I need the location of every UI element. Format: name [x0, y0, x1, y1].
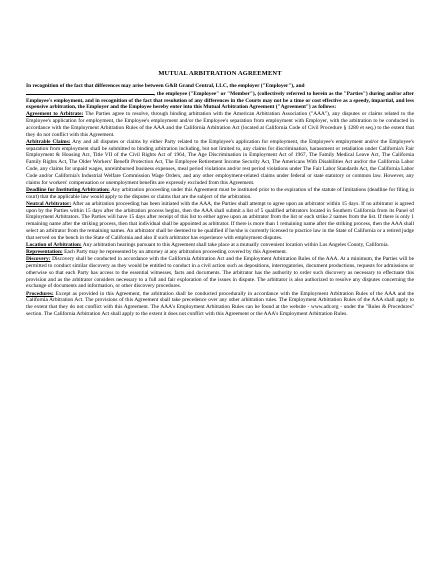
- section-heading: Procedures:: [26, 290, 54, 297]
- section-body: Any arbitration hearings pursuant to this Agreement shall take place at a mutually convenient location within Los Angeles County, California.: [81, 241, 389, 248]
- section-heading: Deadline for Instituting Arbitration:: [26, 186, 110, 193]
- section-body: Any and all disputes or claims by either Party related to the Employee's application for employment, the Employee's employment and/or the Employee's separation from employment shall be submitted to binding arbitration including, but not limited to, any claims for discrimination, harassment or retaliation under California's Fair Employment & Housing Act, Title VII of the Civil Rights Act of 1964, The Age Discrimination in Employment Act of 1967, The Family Medical Leave Act, The California Family Rights Act, The Older Workers' Benefit Protection Act, The Employee Retirement Income Security Act, The Americans With Disabilities Act and/or the California Labor Code, any claims for unpaid wages, unreimbursed business expenses, meal period violations and/or rest period violations under The Fair Labor Standards Act, the California Labor Code and/or California's Industrial Welfare Commission Wage Orders, and any other employment-related claims under federal or state statutory or common law. However, any claims for workers' compensation or unemployment benefits are expressly excluded from this Agreement.: [26, 138, 414, 186]
- section-heading: Neutral Arbitrator:: [26, 200, 72, 207]
- agreement-page: [26, 70, 414, 318]
- section-heading: Location of Arbitration:: [26, 241, 82, 248]
- employee-name-blank: [26, 90, 154, 95]
- section-deadline: [26, 187, 414, 201]
- section-body: Except as provided in this Agreement, the arbitration shall be conducted procedurally in accordance with the Employment Arbitration Rules of the AAA and the California Arbitration Act. The provisions of this Agreement shall take precedence over any other arbitration rules. The Employment Arbitration Rules of the AAA shall apply to the extent that they do not conflict with this Agreement. The AAA's Employment Arbitration Rules can be found at the website - www.adr.org - under the "Rules & Procedures" section. The California Arbitration Act shall apply to the extent it does not conflict with this Agreement or the AAA's Employment Arbitration Rules.: [26, 290, 414, 318]
- section-agreement-to-arbitrate: [26, 111, 414, 138]
- section-heading: Agreement to Arbitrate:: [26, 111, 84, 118]
- section-body: After an arbitration proceeding has been initiated with the AAA, the Parties shall attempt to agree upon an arbitrator within 15 days. If no arbitrator is agreed upon by the Parties within 15 days after the arbitration process begins, then the AAA shall submit a list of 5 qualified arbitrators located in Southern California from its Panel of Employment Arbitrators. The Parties will have 15 days after receipt of this list to either agree upon an arbitrator from the list or each strike 2 names from the list. If there is only 1 remaining name after the striking process, then that individual shall be appointed as arbitrator. If there is more than 1 remaining name after the striking process, then the AAA shall select an arbitrator from the remaining names. An arbitrator shall be deemed to be qualified if he/she is currently licensed to practice law in the State of California or a retired judge that served on the bench in the State of California and also if such arbitrator has experience with employment disputes.: [26, 200, 415, 241]
- section-heading: Discovery:: [26, 256, 51, 263]
- document-title: MUTUAL ARBITRATION AGREEMENT: [158, 70, 282, 77]
- section-body: The Parties agree to resolve, through binding arbitration with the American Arbitration Association ("AAA"), any disputes or claims related to the Employee's application for employment, the Employee's employment and/or the Employee's separation from employment with Employer, with the arbitration to be conducted in accordance with the Employment Arbitration Rules of the AAA and the California Arbitration Act (located at California Code of Civil Procedure § 1280 et seq.) to the extent that they do not conflict with this Agreement.: [26, 111, 414, 138]
- section-procedures: [26, 291, 414, 318]
- intro-text-b: , the employee ("Employee" or "Member"), (collectively referred to herein as the "Parties") during and/or after Employee's employment, and in recognition of the fact that resolution of any differences in the Courts may not be a time or cost effective as a speedy, impartial, and less expensive arbitration, the Employer and the Employee hereby enter into this Mutual Arbitration Agreement ("Agreement") as follows:: [26, 90, 414, 111]
- section-location: [26, 242, 414, 249]
- section-discovery: [26, 256, 414, 290]
- section-heading: Arbitrable Claims:: [26, 138, 71, 145]
- section-representation: [26, 249, 414, 256]
- section-body: Discovery shall be conducted in accordance with the California Arbitration Act and the Employment Arbitration Rules of the AAA. At a minimum, the Parties will be permitted to conduct similar discovery as they would be entitled to conduct in a civil action such as depositions, interrogatories, document productions, requests for admissions or otherwise so that each Party has access to the essential witnesses, facts and documents. The arbitrator has the authority to order such discovery as necessary to effectuate this provision and as the arbitrator considers necessary to a full and fair exploration of the issues in dispute. The arbitrator is also authorized to resolve any disputes concerning the exchange of documents and information, or other discovery procedures.: [26, 256, 414, 290]
- section-arbitrable-claims: [26, 139, 414, 187]
- section-heading: Representation:: [26, 249, 63, 256]
- section-body: Any arbitration proceeding under this Agreement must be instituted prior to the expiration of the statute of limitations (deadline for filing in court) that the applicable law would apply to the disputes or claims that are the subject of the arbitration.: [26, 186, 415, 200]
- intro-text-a: In recognition of the fact that differences may arise between G&B Grand Central, LLC, the employer ("Employer"), and: [26, 83, 305, 89]
- intro-paragraph: [26, 83, 414, 111]
- section-neutral-arbitrator: [26, 201, 414, 242]
- section-body: Each Party may be represented by an attorney at any arbitration proceeding covered by this Agreement.: [62, 249, 288, 256]
